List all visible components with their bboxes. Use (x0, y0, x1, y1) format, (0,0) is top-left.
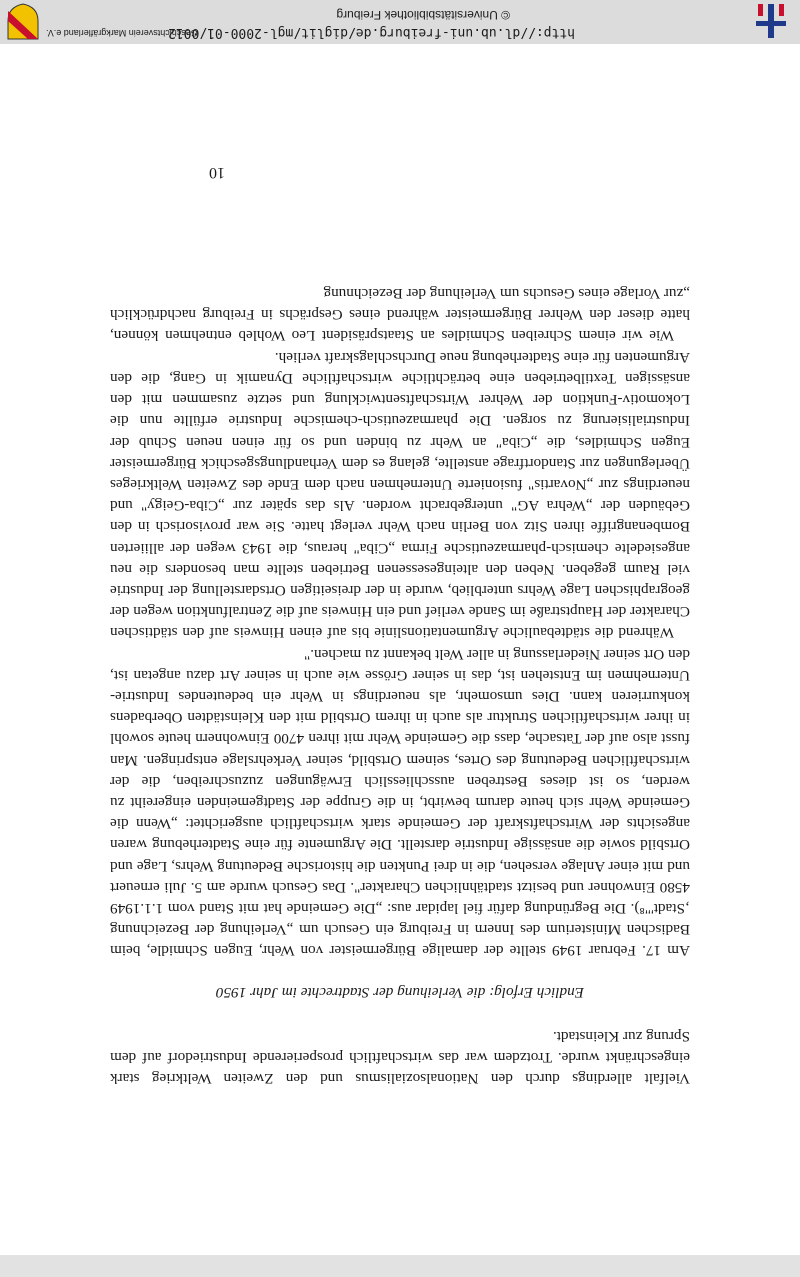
document-body (110, 283, 690, 1089)
library-bar (0, 0, 800, 44)
geschichtsverein-crest-icon[interactable] (6, 3, 40, 41)
paragraph-1: Am 17. Februar 1949 stellte der damalige Bürgermeister von Wehr, Eugen Schmidle, beim Badischen Ministerium des Innern in Freiburg ein Gesuch um „Verleihung der Bezeichnung ‚Stadt'"⁸). Die Begründung dafür fiel lapidar aus: „Die Gemeinde hat mit Stand vom 1.1.1949 4580 Einwohner und besitzt stadtähnlichen Charakter". Das Gesuch wurde am 5. Juli erneuert und mit einer Anlage versehen, die in drei Punkten die historische Bedeutung Wehrs, Lage und Ortsbild sowie die ansässige Industrie darstellt. Die Argumente für eine Stadterhebung waren angesichts der Wirtschaftskraft der Gemeinde stark wirtschaftlich ausgerichtet: „Wenn die Gemeinde Wehr sich heute darum bewirbt, in die Gruppe der Stadtgemeinden eingereiht zu werden, so ist dieses Bestreben ausschliesslich Erwägungen zuzuschreiben, die der wirtschaftlichen Bedeutung des Ortes, seinem Ortsbild, seiner Verkehrslage entspringen. Man fusst also auf der Tatsache, dass die Gemeinde Wehr mit ihren 4700 Einwohnern heute sowohl in ihrer wirtschaftlichen Struktur als auch in ihrem Ortsbild mit den Kleinstädten Oberbadens konkurrieren kann. Dies umsomehr, als neuerdings in Wehr ein bedeutendes Industrie-Unternehmen im Entstehen ist, das in seiner Grösse wie auch in seiner Art dazu angetan ist, den Ort seiner Niederlassung in aller Welt bekannt zu machen." (110, 645, 690, 960)
society-name: Geschichtsverein Markgräflerland e.V. (46, 28, 198, 38)
paragraph-3: Wie wir einem Schreiben Schmidles an Staatspräsident Leo Wohleb entnehmen können, hatte dieser den Wehrer Bürgermeister während eines Gesprächs in Freiburg nachdrücklich „zur Vorlage eines Gesuchs um Verleihung der Bezeichnung (110, 285, 690, 345)
paragraph-2: Während die städtebauliche Argumentationslinie bis auf einen Hinweis auf den städtischen Charakter der Hauptstraße im Sande verlief und ein Hinweis auf die Zentralfunktion wegen der geographischen Lage Wehrs unterblieb, wurde in der dreiseitigen Ortsdarstellung der Industrie viel Raum gegeben. Neben den alteingesessenen Betrieben stellte man besonders die neu angesiedelte chemisch-pharmazeutische Firma „Ciba" heraus, die 1943 wegen der alliierten Bombenangriffe ihren Sitz von Berlin nach Wehr verlegt hatte. Sie war provisorisch in den Gebäuden der „Wehra AG" untergebracht worden. Als das später zur „Ciba-Geigy" und neuerdings zur „Novartis" fusionierte Unternehmen nach dem Ende des Zweiten Weltkrieges Überlegungen zur Standortfrage anstellte, gelang es dem Verhandlungsgeschick Bürgermeister Eugen Schmidles, die „Ciba" an Wehr zu binden und so für einen neuen Schub der Industrialisierung zu sorgen. Die pharmazeutisch-chemische Industrie erfüllte nun die Lokomotiv-Funktion der Wehrer Wirtschaftsentwicklung und setzte zusammen mit den ansässigen Textilbetrieben eine beträchtliche wirtschaftliche Dynamik in Gang, die den Argumenten für eine Stadterhebung neue Durchschlagskraft verlieh. (110, 348, 690, 642)
copyright-text: © Universitätsbibliothek Freiburg (336, 8, 510, 22)
permalink-url[interactable]: http://dl.ub.uni-freiburg.de/diglit/mgl-2000-01/0012 (168, 25, 575, 40)
section-heading: Endlich Erfolg: die Verleihung der Stadtrechte im Jahr 1950 (215, 984, 585, 1002)
page-number: 10 (209, 164, 225, 181)
library-bar-partial (0, 1255, 800, 1277)
intro-paragraph: Vielfalt allerdings durch den Nationalsozialismus und den Zweiten Weltkrieg stark eingeschränkt wurde. Trotzdem war das wirtschaftlich prosperierende Industriedorf auf dem Sprung zur Kleinstadt. (110, 1027, 690, 1087)
ub-freiburg-logo-icon[interactable] (752, 2, 790, 40)
